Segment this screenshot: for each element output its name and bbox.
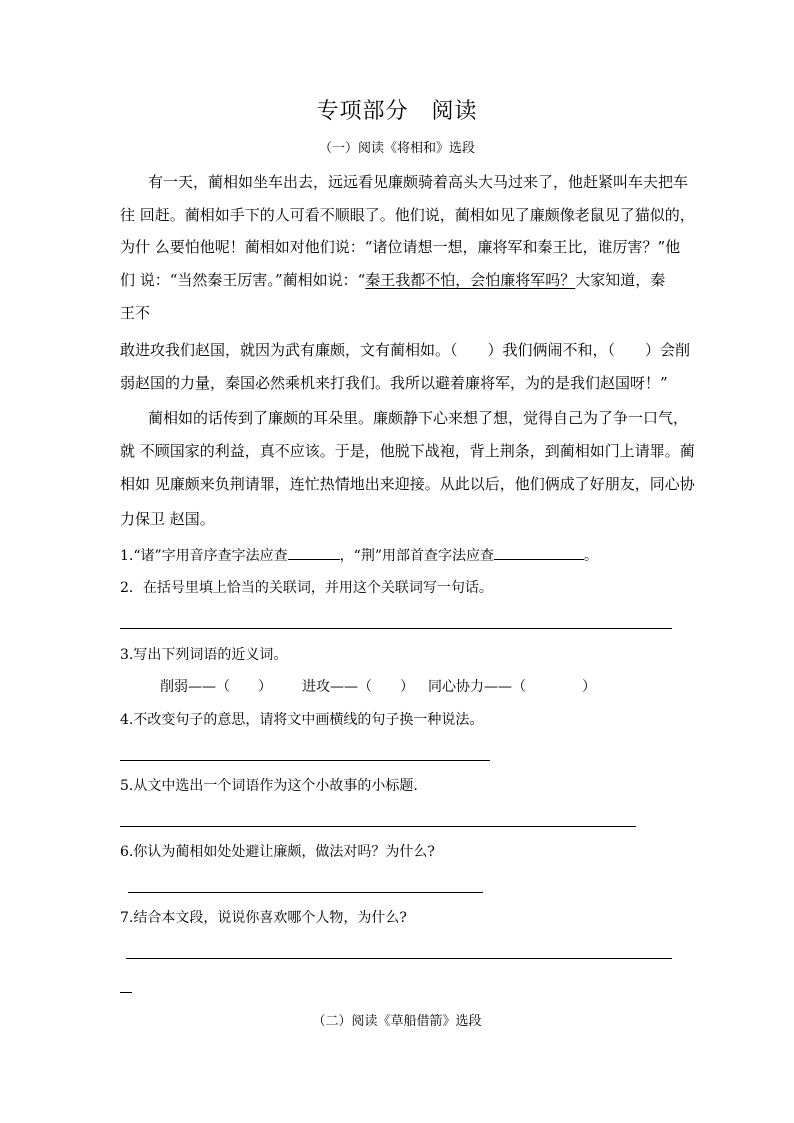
question-6: 6.你认为蔺相如处处避让廉颇，做法对吗？为什么? [120,844,435,860]
question-text: 。 [584,548,598,564]
question-4: 4.不改变句子的意思，请将文中画横线的句子换一种说法。 [120,712,484,728]
passage-line: 就 不顾国家的利益，真不应该。于是，他脱下战袍，背上荆条，到蔺相如门上请罪。蔺 [120,442,695,460]
passage-line: 相如 见廉颇来负荆请罪，连忙热情地出来迎接。从此以后，他们俩成了好朋友，同心协 [120,475,695,493]
question-7: 7.结合本文段，说说你喜欢哪个人物，为什么? [120,910,407,926]
passage-line: 往 回赶。蔺相如手下的人可看不顺眼了。他们说，蔺相如见了廉颇像老鼠见了猫似的， [120,206,695,224]
page-title: 专项部分 阅读 [316,99,478,124]
synonym-item: 削弱——（ ） [160,679,272,695]
question-2: 2．在括号里填上恰当的关联词，并用这个关联词写一句话。 [120,580,493,596]
passage-line: 为什 么要怕他呢！蔺相如对他们说：“诸位请想一想，廉将军和秦王比，谁厉害？”他 [120,238,681,256]
answer-line-stub [120,992,132,993]
passage-line: 蔺相如的话传到了廉颇的耳朵里。廉颇静下心来想了想，觉得自己为了争一口气， [148,409,689,427]
question-3: 3.写出下列词语的近义词。 [120,647,288,663]
answer-line[interactable] [120,760,490,761]
passage-line: 力保卫 赵国。 [120,510,215,528]
answer-line[interactable] [126,958,672,959]
answer-blank[interactable] [494,545,584,560]
synonym-item: 进攻——（ ） [302,679,414,695]
passage-text: 大家知道，秦 [575,271,666,289]
underlined-sentence: 秦王我都不怕，会怕廉将军吗？ [365,271,576,289]
answer-line[interactable] [120,826,636,827]
passage-text: 们 说：“当然秦王厉害。”蔺相如说：“ [120,271,366,289]
answer-line[interactable] [128,892,483,893]
passage-line: 弱赵国的力量，秦国必然乘机来打我们。我所以避着廉将军，为的是我们赵国呀！” [120,374,668,392]
section-heading-2: （二）阅读《草船借箭》选段 [312,1014,482,1029]
question-5: 5.从文中选出一个词语作为这个小故事的小标题. [120,778,418,794]
passage-line: 王不 [120,304,151,322]
synonym-item: 同心协力——（ ） [428,679,596,695]
passage-line: 有一天，蔺相如坐车出去，远远看见廉颇骑着高头大马过来了，他赶紧叫车夫把车 [148,173,689,191]
question-1 [120,545,598,566]
question-text: 1.“诸”字用音序查字法应查 [120,548,288,564]
answer-blank[interactable] [288,545,340,560]
answer-line[interactable] [120,628,672,629]
question-text: ，“荆”用部首查字法应查 [339,548,494,564]
section-heading-1: （一）阅读《将相和》选段 [318,141,475,156]
passage-line: 敢进攻我们赵国，就因为武有廉颇，文有蔺相如。（ ）我们俩闹不和，（ ）会削 [120,341,691,359]
passage-line [120,270,665,290]
